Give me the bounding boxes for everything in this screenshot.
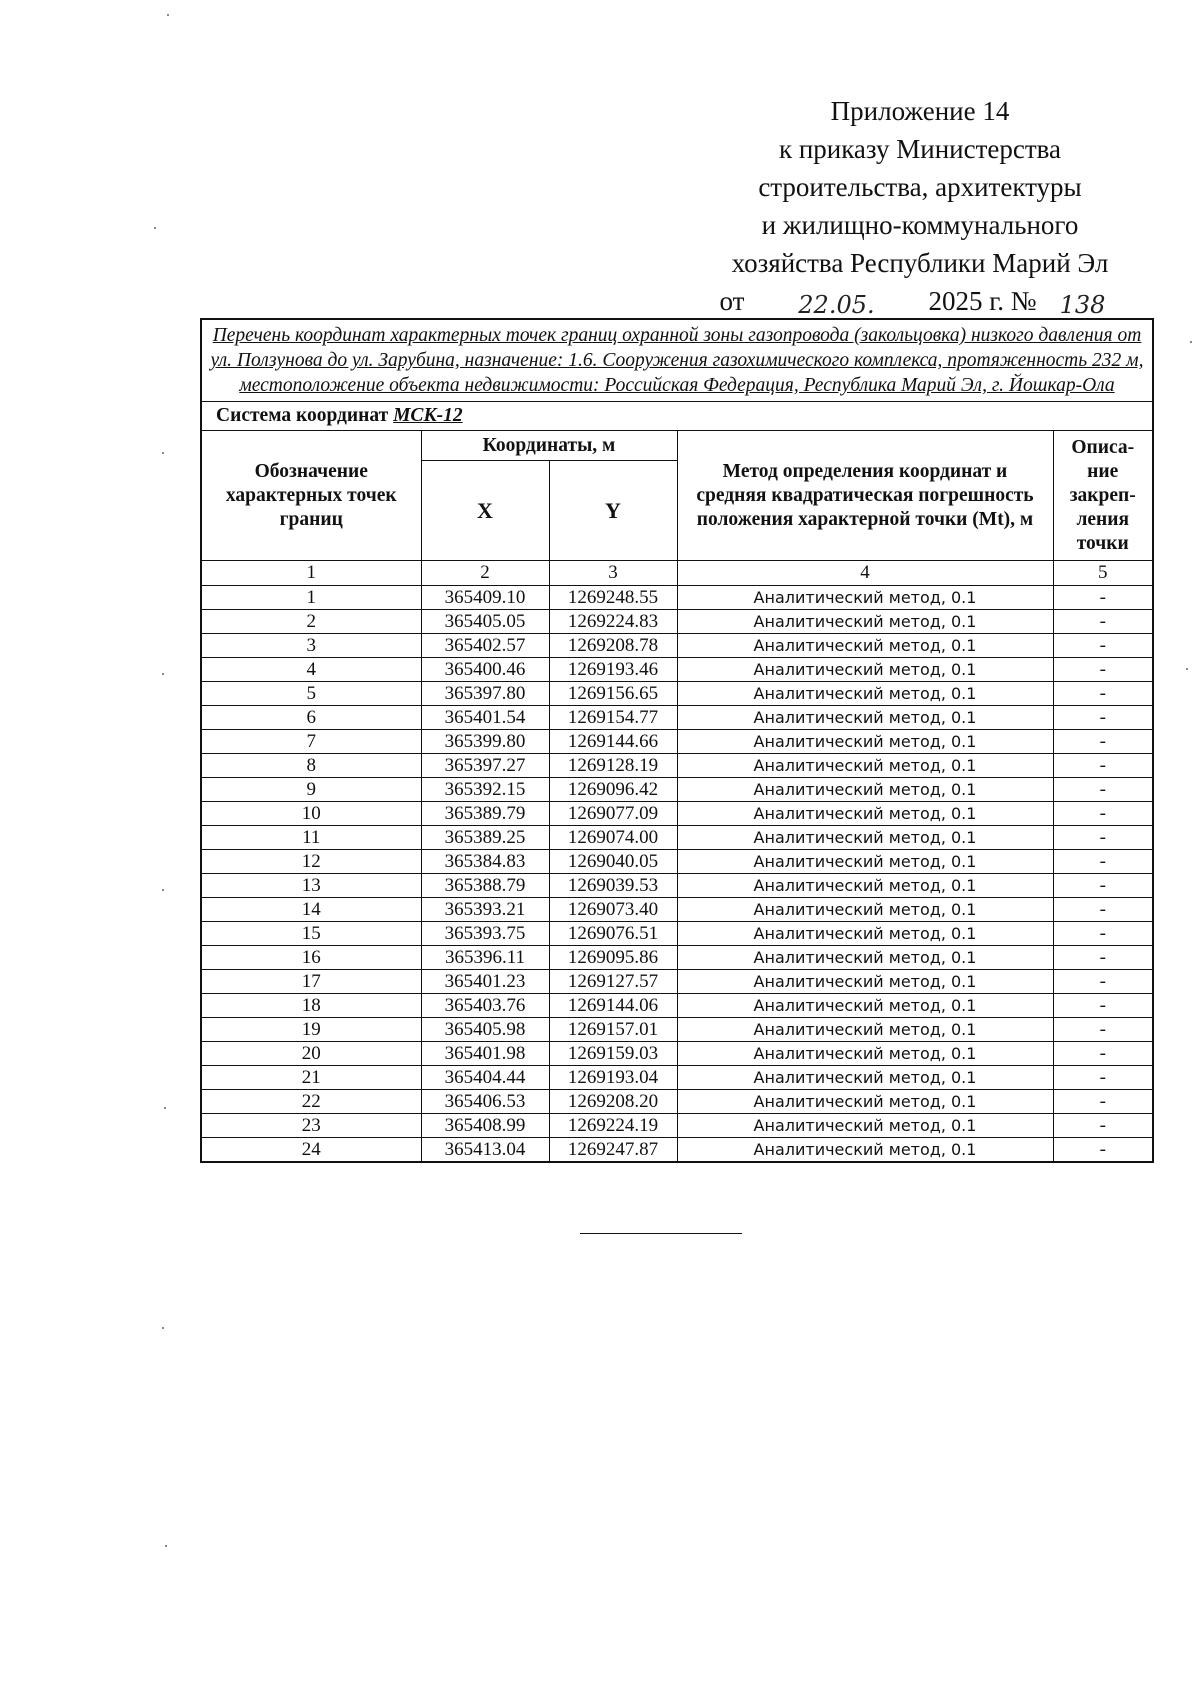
y-coordinate-cell: 1269128.19 [549, 754, 677, 778]
y-coordinate-cell: 1269193.04 [549, 1066, 677, 1090]
description-cell: - [1053, 610, 1153, 634]
point-number-cell: 2 [201, 610, 421, 634]
x-coordinate-cell: 365404.44 [421, 1066, 549, 1090]
table-row [201, 778, 1153, 802]
method-cell: Аналитический метод, 0.1 [677, 1066, 1053, 1090]
scan-speck [162, 452, 164, 454]
x-coordinate-cell: 365401.98 [421, 1042, 549, 1066]
point-number-cell: 5 [201, 682, 421, 706]
point-number-cell: 9 [201, 778, 421, 802]
y-coordinate-cell: 1269247.87 [549, 1138, 677, 1163]
description-cell: - [1053, 586, 1153, 610]
method-cell: Аналитический метод, 0.1 [677, 1138, 1053, 1163]
table-row [201, 634, 1153, 658]
x-coordinate-cell: 365389.25 [421, 826, 549, 850]
method-cell: Аналитический метод, 0.1 [677, 730, 1053, 754]
scan-speck [154, 227, 156, 229]
point-number-cell: 11 [201, 826, 421, 850]
table-row [201, 1018, 1153, 1042]
point-number-cell: 4 [201, 658, 421, 682]
y-coordinate-cell: 1269224.19 [549, 1114, 677, 1138]
table-row [201, 946, 1153, 970]
y-coordinate-cell: 1269224.83 [549, 610, 677, 634]
table-row [201, 874, 1153, 898]
y-coordinate-cell: 1269156.65 [549, 682, 677, 706]
coordinate-system [201, 402, 1153, 431]
point-number-cell: 21 [201, 1066, 421, 1090]
table-row [201, 1066, 1153, 1090]
table-row [201, 682, 1153, 706]
method-cell: Аналитический метод, 0.1 [677, 994, 1053, 1018]
handwritten-number: 138 [1045, 291, 1121, 320]
y-coordinate-cell: 1269095.86 [549, 946, 677, 970]
y-coordinate-cell: 1269248.55 [549, 586, 677, 610]
description-cell: - [1053, 682, 1153, 706]
description-cell: - [1053, 898, 1153, 922]
table-row [201, 826, 1153, 850]
description-cell: - [1053, 1138, 1153, 1163]
point-number-cell: 8 [201, 754, 421, 778]
method-cell: Аналитический метод, 0.1 [677, 706, 1053, 730]
description-cell: - [1053, 994, 1153, 1018]
description-cell: - [1053, 1114, 1153, 1138]
y-coordinate-cell: 1269208.20 [549, 1090, 677, 1114]
column-number: 4 [677, 561, 1053, 586]
x-coordinate-cell: 365401.23 [421, 970, 549, 994]
header-method: Метод определения координат и средняя квадратическая погрешность положения характерной точки (Mt), м [677, 431, 1053, 561]
method-cell: Аналитический метод, 0.1 [677, 1018, 1053, 1042]
method-cell: Аналитический метод, 0.1 [677, 1090, 1053, 1114]
point-number-cell: 10 [201, 802, 421, 826]
table-row [201, 922, 1153, 946]
table-row [201, 706, 1153, 730]
table-row [201, 850, 1153, 874]
point-number-cell: 6 [201, 706, 421, 730]
coordinate-system-label: Система координат [216, 405, 389, 426]
y-coordinate-cell: 1269127.57 [549, 970, 677, 994]
method-cell: Аналитический метод, 0.1 [677, 898, 1053, 922]
x-coordinate-cell: 365405.98 [421, 1018, 549, 1042]
x-coordinate-cell: 365403.76 [421, 994, 549, 1018]
scan-speck [1186, 668, 1188, 670]
method-cell: Аналитический метод, 0.1 [677, 1042, 1053, 1066]
point-number-cell: 16 [201, 946, 421, 970]
y-coordinate-cell: 1269154.77 [549, 706, 677, 730]
point-number-cell: 19 [201, 1018, 421, 1042]
description-cell: - [1053, 706, 1153, 730]
table-row [201, 586, 1153, 610]
appendix-line-1: Приложение 14 [830, 96, 1010, 126]
appendix-line-2: к приказу Министерства [778, 134, 1062, 164]
table-row [201, 1090, 1153, 1114]
scan-speck [164, 1107, 166, 1109]
description-cell: - [1053, 658, 1153, 682]
y-coordinate-cell: 1269073.40 [549, 898, 677, 922]
point-number-cell: 20 [201, 1042, 421, 1066]
x-coordinate-cell: 365400.46 [421, 658, 549, 682]
description-cell: - [1053, 850, 1153, 874]
description-cell: - [1053, 1090, 1153, 1114]
year-number-label: 2025 г. № [928, 286, 1037, 316]
x-coordinate-cell: 365393.75 [421, 922, 549, 946]
method-cell: Аналитический метод, 0.1 [677, 586, 1053, 610]
x-coordinate-cell: 365406.53 [421, 1090, 549, 1114]
end-rule [580, 1233, 742, 1234]
x-coordinate-cell: 365401.54 [421, 706, 549, 730]
table-row [201, 730, 1153, 754]
column-numbers-row [201, 561, 1153, 586]
point-number-cell: 3 [201, 634, 421, 658]
x-coordinate-cell: 365399.80 [421, 730, 549, 754]
method-cell: Аналитический метод, 0.1 [677, 754, 1053, 778]
method-cell: Аналитический метод, 0.1 [677, 922, 1053, 946]
x-coordinate-cell: 365393.21 [421, 898, 549, 922]
scan-speck [167, 14, 169, 16]
scan-speck [1190, 341, 1192, 343]
description-cell: - [1053, 754, 1153, 778]
x-coordinate-cell: 365389.79 [421, 802, 549, 826]
x-coordinate-cell: 365397.27 [421, 754, 549, 778]
point-number-cell: 15 [201, 922, 421, 946]
y-coordinate-cell: 1269159.03 [549, 1042, 677, 1066]
x-coordinate-cell: 365392.15 [421, 778, 549, 802]
method-cell: Аналитический метод, 0.1 [677, 826, 1053, 850]
x-coordinate-cell: 365397.80 [421, 682, 549, 706]
column-number: 5 [1053, 561, 1153, 586]
scan-speck [162, 889, 164, 891]
description-cell: - [1053, 1066, 1153, 1090]
description-cell: - [1053, 970, 1153, 994]
coordinates-table [200, 318, 1154, 1163]
point-number-cell: 14 [201, 898, 421, 922]
y-coordinate-cell: 1269096.42 [549, 778, 677, 802]
method-cell: Аналитический метод, 0.1 [677, 778, 1053, 802]
x-coordinate-cell: 365409.10 [421, 586, 549, 610]
method-cell: Аналитический метод, 0.1 [677, 634, 1053, 658]
x-coordinate-cell: 365413.04 [421, 1138, 549, 1163]
x-coordinate-cell: 365402.57 [421, 634, 549, 658]
handwritten-date: 22.05. [752, 291, 920, 320]
y-coordinate-cell: 1269074.00 [549, 826, 677, 850]
method-cell: Аналитический метод, 0.1 [677, 610, 1053, 634]
x-coordinate-cell: 365384.83 [421, 850, 549, 874]
appendix-line-5: хозяйства Республики Марий Эл [731, 248, 1109, 278]
table-row [201, 754, 1153, 778]
header-point: Обозначение характерных точек границ [201, 431, 421, 561]
description-cell: - [1053, 826, 1153, 850]
header-x: X [421, 461, 549, 561]
description-cell: - [1053, 730, 1153, 754]
column-number: 2 [421, 561, 549, 586]
table-title: Перечень координат характерных точек границ охранной зоны газопровода (закольцовка) низкого давления от ул. Ползунова до ул. Зарубина, назначение: 1.6. Сооружения газохимического комплекса, протяженность 232 м, местоположение объекта недвижимости: Российская Федерация, Республика Марий Эл, г. Йошкар-Ола [201, 319, 1153, 402]
method-cell: Аналитический метод, 0.1 [677, 874, 1053, 898]
table-row [201, 898, 1153, 922]
method-cell: Аналитический метод, 0.1 [677, 1114, 1053, 1138]
description-cell: - [1053, 802, 1153, 826]
scan-speck [162, 1327, 164, 1329]
table-body [201, 586, 1153, 1163]
point-number-cell: 17 [201, 970, 421, 994]
table-row [201, 610, 1153, 634]
appendix-header [690, 92, 1150, 320]
column-number: 1 [201, 561, 421, 586]
y-coordinate-cell: 1269077.09 [549, 802, 677, 826]
table-row [201, 1114, 1153, 1138]
x-coordinate-cell: 365405.05 [421, 610, 549, 634]
x-coordinate-cell: 365388.79 [421, 874, 549, 898]
point-number-cell: 12 [201, 850, 421, 874]
description-cell: - [1053, 874, 1153, 898]
scan-speck [162, 673, 164, 675]
point-number-cell: 23 [201, 1114, 421, 1138]
description-cell: - [1053, 1018, 1153, 1042]
y-coordinate-cell: 1269157.01 [549, 1018, 677, 1042]
point-number-cell: 24 [201, 1138, 421, 1163]
table-row [201, 1042, 1153, 1066]
header-description: Описа-ние закреп-ления точки [1053, 431, 1153, 561]
description-cell: - [1053, 778, 1153, 802]
point-number-cell: 18 [201, 994, 421, 1018]
description-cell: - [1053, 1042, 1153, 1066]
y-coordinate-cell: 1269144.06 [549, 994, 677, 1018]
x-coordinate-cell: 365408.99 [421, 1114, 549, 1138]
y-coordinate-cell: 1269076.51 [549, 922, 677, 946]
y-coordinate-cell: 1269040.05 [549, 850, 677, 874]
point-number-cell: 22 [201, 1090, 421, 1114]
method-cell: Аналитический метод, 0.1 [677, 802, 1053, 826]
scan-speck [165, 1545, 167, 1547]
y-coordinate-cell: 1269208.78 [549, 634, 677, 658]
description-cell: - [1053, 946, 1153, 970]
description-cell: - [1053, 634, 1153, 658]
y-coordinate-cell: 1269039.53 [549, 874, 677, 898]
method-cell: Аналитический метод, 0.1 [677, 682, 1053, 706]
y-coordinate-cell: 1269193.46 [549, 658, 677, 682]
header-coordinates: Координаты, м [421, 431, 677, 461]
point-number-cell: 7 [201, 730, 421, 754]
method-cell: Аналитический метод, 0.1 [677, 658, 1053, 682]
coordinates-table-wrapper [200, 318, 1152, 1163]
coordinate-system-value: МСК-12 [393, 405, 463, 426]
method-cell: Аналитический метод, 0.1 [677, 946, 1053, 970]
appendix-line-3: строительства, архитектуры [758, 172, 1082, 202]
description-cell: - [1053, 922, 1153, 946]
point-number-cell: 13 [201, 874, 421, 898]
from-label: от [719, 286, 745, 316]
header-y: Y [549, 461, 677, 561]
table-row [201, 994, 1153, 1018]
table-row [201, 658, 1153, 682]
column-number: 3 [549, 561, 677, 586]
method-cell: Аналитический метод, 0.1 [677, 970, 1053, 994]
method-cell: Аналитический метод, 0.1 [677, 850, 1053, 874]
table-row [201, 1138, 1153, 1163]
y-coordinate-cell: 1269144.66 [549, 730, 677, 754]
table-row [201, 970, 1153, 994]
appendix-date-line [690, 282, 1150, 320]
table-row [201, 802, 1153, 826]
appendix-line-4: и жилищно-коммунального [761, 210, 1079, 240]
x-coordinate-cell: 365396.11 [421, 946, 549, 970]
point-number-cell: 1 [201, 586, 421, 610]
